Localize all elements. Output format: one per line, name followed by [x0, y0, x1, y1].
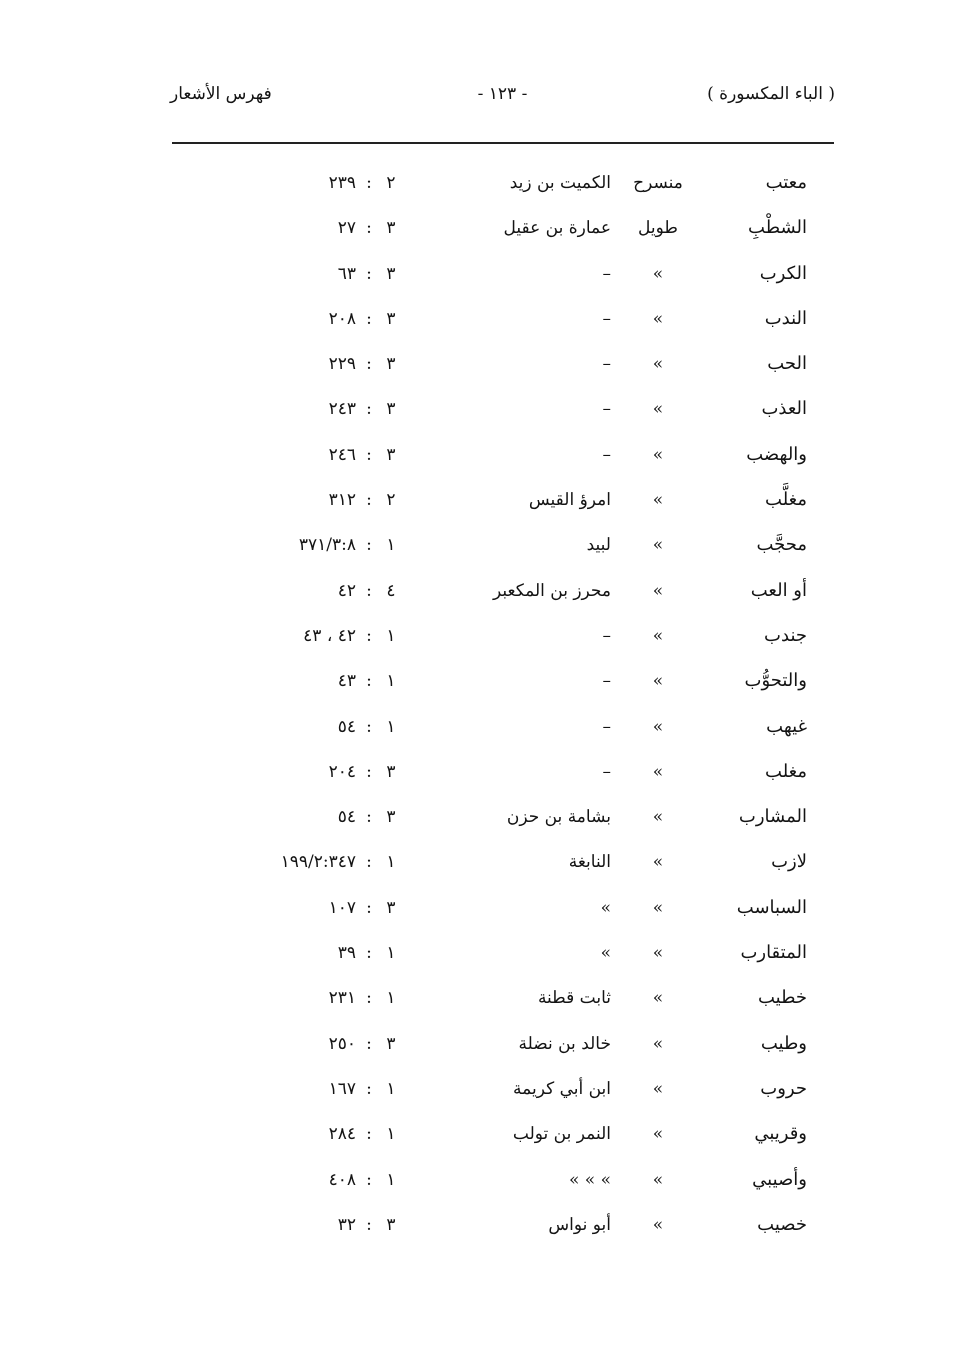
index-row — [0, 658, 955, 703]
volume-page-reference — [329, 761, 400, 783]
rhyme-word: مغلَّب — [765, 489, 807, 511]
page-reference: ٣١٢ — [328, 490, 356, 511]
volume-number: ١ — [386, 535, 396, 556]
volume-number: ١ — [386, 1169, 396, 1190]
volume-number: ٣ — [386, 263, 396, 284]
volume-page-reference — [329, 987, 400, 1009]
volume-page-reference — [329, 172, 400, 194]
rhyme-word: أو العب — [750, 579, 807, 601]
page-reference: ٢٢٩ — [328, 354, 356, 375]
meter: » — [652, 580, 664, 601]
poet-name: – — [602, 354, 611, 375]
index-row — [0, 1202, 955, 1247]
volume-number: ١ — [386, 988, 396, 1009]
meter: » — [652, 1078, 664, 1099]
rhyme-word: السباسب — [736, 896, 807, 918]
rhyme-word: العذب — [761, 398, 807, 420]
meter: » — [652, 943, 664, 964]
section-title: ( الباء المكسورة ) — [707, 84, 835, 104]
page-reference: ٣٩ — [337, 943, 356, 964]
separator: : — [366, 173, 372, 193]
rhyme-word: مغلب — [765, 760, 807, 782]
rhyme-word: الندب — [764, 307, 807, 329]
volume-number: ٣ — [386, 444, 396, 465]
page-reference: ٤٣ — [337, 671, 356, 692]
meter: » — [652, 1214, 664, 1235]
rhyme-word: والتحوُّب — [744, 670, 807, 692]
rhyme-word: خطيب — [758, 987, 807, 1009]
index-row — [0, 704, 955, 749]
separator: : — [366, 535, 372, 556]
poet-name: امرؤ القيس — [528, 490, 611, 511]
poet-name: – — [602, 716, 611, 737]
volume-number: ٣ — [386, 218, 396, 239]
volume-page-reference — [329, 308, 400, 330]
rhyme-word: الحب — [767, 353, 807, 375]
volume-page-reference — [338, 942, 400, 964]
volume-number: ١ — [386, 1078, 396, 1099]
volume-page-reference — [329, 489, 400, 511]
rhyme-word: خصيب — [757, 1213, 807, 1235]
meter: » — [652, 354, 664, 375]
poet-name: » — [600, 897, 611, 918]
separator: : — [366, 399, 372, 420]
page-reference: ٢٤٣ — [328, 399, 356, 420]
page-reference: ٢٨٤ — [328, 1124, 356, 1145]
volume-number: ٣ — [386, 354, 396, 375]
volume-page-reference — [338, 580, 400, 602]
rhyme-word: وطيب — [760, 1032, 807, 1054]
index-row — [0, 1066, 955, 1111]
volume-number: ٣ — [386, 761, 396, 782]
rhyme-word: جندب — [764, 624, 807, 646]
page-reference: ٢٣١ — [328, 988, 356, 1009]
poet-name: – — [602, 399, 611, 420]
rhyme-word: وقريبي — [754, 1123, 807, 1145]
separator: : — [366, 263, 372, 284]
poet-name: ثابت قطنة — [537, 988, 611, 1009]
index-row — [0, 1157, 955, 1202]
meter: » — [652, 1124, 664, 1145]
separator: : — [366, 897, 372, 918]
separator: : — [366, 1033, 372, 1054]
volume-page-reference — [329, 1033, 400, 1055]
volume-page-reference — [281, 851, 400, 873]
index-row — [0, 386, 955, 431]
separator: : — [366, 1169, 372, 1190]
index-row — [0, 341, 955, 386]
page-reference: ٤٢ ، ٤٣ — [303, 625, 356, 646]
poet-name: – — [602, 263, 611, 284]
meter: » — [652, 761, 664, 782]
rhyme-word: لازب — [771, 851, 807, 873]
meter: » — [652, 308, 664, 329]
separator: : — [366, 988, 372, 1009]
rhyme-word: معتب — [765, 172, 807, 193]
volume-number: ٣ — [386, 807, 396, 828]
volume-page-reference — [338, 716, 400, 738]
poet-name: » » » — [568, 1169, 611, 1190]
separator: : — [366, 761, 372, 782]
volume-page-reference — [329, 398, 400, 420]
page-reference: ٥٤ — [337, 716, 356, 737]
volume-page-reference — [303, 625, 400, 647]
volume-number: ٣ — [386, 897, 396, 918]
volume-number: ١ — [386, 671, 396, 692]
separator: : — [366, 807, 372, 828]
rhyme-word: غيهب — [766, 715, 807, 737]
poet-name: بشامة بن حزن — [506, 807, 611, 828]
separator: : — [366, 1214, 372, 1235]
volume-number: ٢ — [386, 490, 396, 511]
page-reference: ٤٠٨ — [328, 1169, 356, 1190]
poet-name: – — [602, 625, 611, 646]
page-reference: ٦٣ — [337, 263, 356, 284]
index-row — [0, 1111, 955, 1156]
volume-number: ١ — [386, 852, 396, 873]
rhyme-word: حروب — [760, 1077, 807, 1099]
poet-name: » — [600, 943, 611, 964]
index-row — [0, 1021, 955, 1066]
rhyme-word: وأصيبي — [752, 1168, 807, 1190]
page-reference: ٢٠٨ — [328, 308, 356, 329]
volume-number: ٣ — [386, 1214, 396, 1235]
index-row — [0, 613, 955, 658]
meter: » — [652, 490, 664, 511]
poet-name: – — [602, 761, 611, 782]
meter: » — [652, 852, 664, 873]
poet-name: النابغة — [568, 852, 611, 873]
volume-number: ٣ — [386, 308, 396, 329]
volume-page-reference — [338, 806, 400, 828]
index-row — [0, 794, 955, 839]
index-row — [0, 975, 955, 1020]
separator: : — [366, 943, 372, 964]
index-row — [0, 930, 955, 975]
index-row — [0, 432, 955, 477]
rhyme-word: المشارب — [738, 806, 807, 828]
poet-name: خالد بن نضلة — [518, 1033, 611, 1054]
poet-name: الكميت بن زيد — [509, 173, 611, 193]
separator: : — [366, 490, 372, 511]
separator: : — [366, 852, 372, 873]
meter: » — [652, 897, 664, 918]
meter: » — [652, 444, 664, 465]
meter: » — [652, 716, 664, 737]
index-row — [0, 251, 955, 296]
meter: » — [652, 625, 664, 646]
separator: : — [366, 218, 372, 239]
meter: » — [652, 807, 664, 828]
volume-number: ٤ — [386, 580, 396, 601]
page-reference: ٢٥٠ — [328, 1033, 356, 1054]
separator: : — [366, 1078, 372, 1099]
separator: : — [366, 716, 372, 737]
poet-name: ابن أبي كريمة — [513, 1078, 611, 1099]
poetry-index-list — [0, 160, 955, 1247]
volume-page-reference — [338, 1214, 400, 1236]
volume-page-reference — [329, 353, 400, 375]
page-reference: ٢٣٩ — [328, 173, 356, 193]
poet-name: النمر بن تولب — [512, 1124, 611, 1145]
page-reference: ١٩٩/٢:٣٤٧ — [280, 852, 356, 873]
volume-page-reference — [338, 670, 400, 692]
rhyme-word: المتقارب — [740, 942, 807, 964]
separator: : — [366, 308, 372, 329]
volume-page-reference — [329, 444, 400, 466]
separator: : — [366, 1124, 372, 1145]
index-title: فهرس الأشعار — [170, 84, 272, 104]
meter: » — [652, 399, 664, 420]
volume-number: ٢ — [386, 173, 396, 193]
meter: » — [652, 1033, 664, 1054]
separator: : — [366, 444, 372, 465]
separator: : — [366, 580, 372, 601]
volume-page-reference — [329, 1169, 400, 1191]
page-reference: ١٠٧ — [328, 897, 356, 918]
page-reference: ٥٤ — [337, 807, 356, 828]
poet-name: – — [602, 671, 611, 692]
volume-number: ٣ — [386, 399, 396, 420]
rhyme-word: والهضب — [746, 443, 807, 465]
rhyme-word: محجَّب — [756, 534, 807, 556]
meter: » — [652, 671, 664, 692]
index-row — [0, 205, 955, 250]
index-row — [0, 477, 955, 522]
meter: » — [652, 263, 664, 284]
index-row — [0, 296, 955, 341]
poet-name: لبيد — [586, 535, 611, 556]
header-rule — [172, 142, 834, 144]
page-number: - ١٢٣ - — [477, 84, 528, 104]
page-header — [170, 84, 835, 112]
rhyme-word: الشطْبِ — [748, 217, 807, 239]
volume-number: ١ — [386, 625, 396, 646]
volume-page-reference — [329, 1078, 400, 1100]
page-reference: ١٦٧ — [328, 1078, 356, 1099]
separator: : — [366, 354, 372, 375]
volume-number: ٣ — [386, 1033, 396, 1054]
poet-name: – — [602, 444, 611, 465]
meter: » — [652, 988, 664, 1009]
index-row — [0, 522, 955, 567]
meter: » — [652, 1169, 664, 1190]
page-reference: ٢٤٦ — [328, 444, 356, 465]
meter: » — [652, 535, 664, 556]
poet-name: محرز بن المكعبر — [493, 580, 611, 601]
volume-number: ١ — [386, 716, 396, 737]
index-row — [0, 839, 955, 884]
volume-page-reference — [338, 263, 400, 285]
rhyme-word: الكرب — [759, 262, 807, 284]
volume-number: ١ — [386, 943, 396, 964]
index-row — [0, 568, 955, 613]
separator: : — [366, 625, 372, 646]
meter: منسرح — [633, 173, 683, 193]
page-reference: ٢٧ — [337, 218, 356, 239]
index-row — [0, 749, 955, 794]
separator: : — [366, 671, 372, 692]
index-row — [0, 885, 955, 930]
index-row — [0, 160, 955, 205]
volume-page-reference — [299, 534, 400, 556]
volume-page-reference — [329, 897, 400, 919]
page-reference: ٤٢ — [337, 580, 356, 601]
poet-name: أبو نواس — [548, 1214, 611, 1235]
page-reference: ٢٠٤ — [328, 761, 356, 782]
volume-page-reference — [329, 1123, 400, 1145]
volume-page-reference — [338, 217, 400, 239]
page-reference: ٣٧١/٣:٨ — [298, 535, 356, 556]
poet-name: عمارة بن عقيل — [503, 218, 611, 239]
page-reference: ٣٢ — [337, 1214, 356, 1235]
meter: طويل — [638, 218, 678, 239]
volume-number: ١ — [386, 1124, 396, 1145]
poet-name: – — [602, 308, 611, 329]
